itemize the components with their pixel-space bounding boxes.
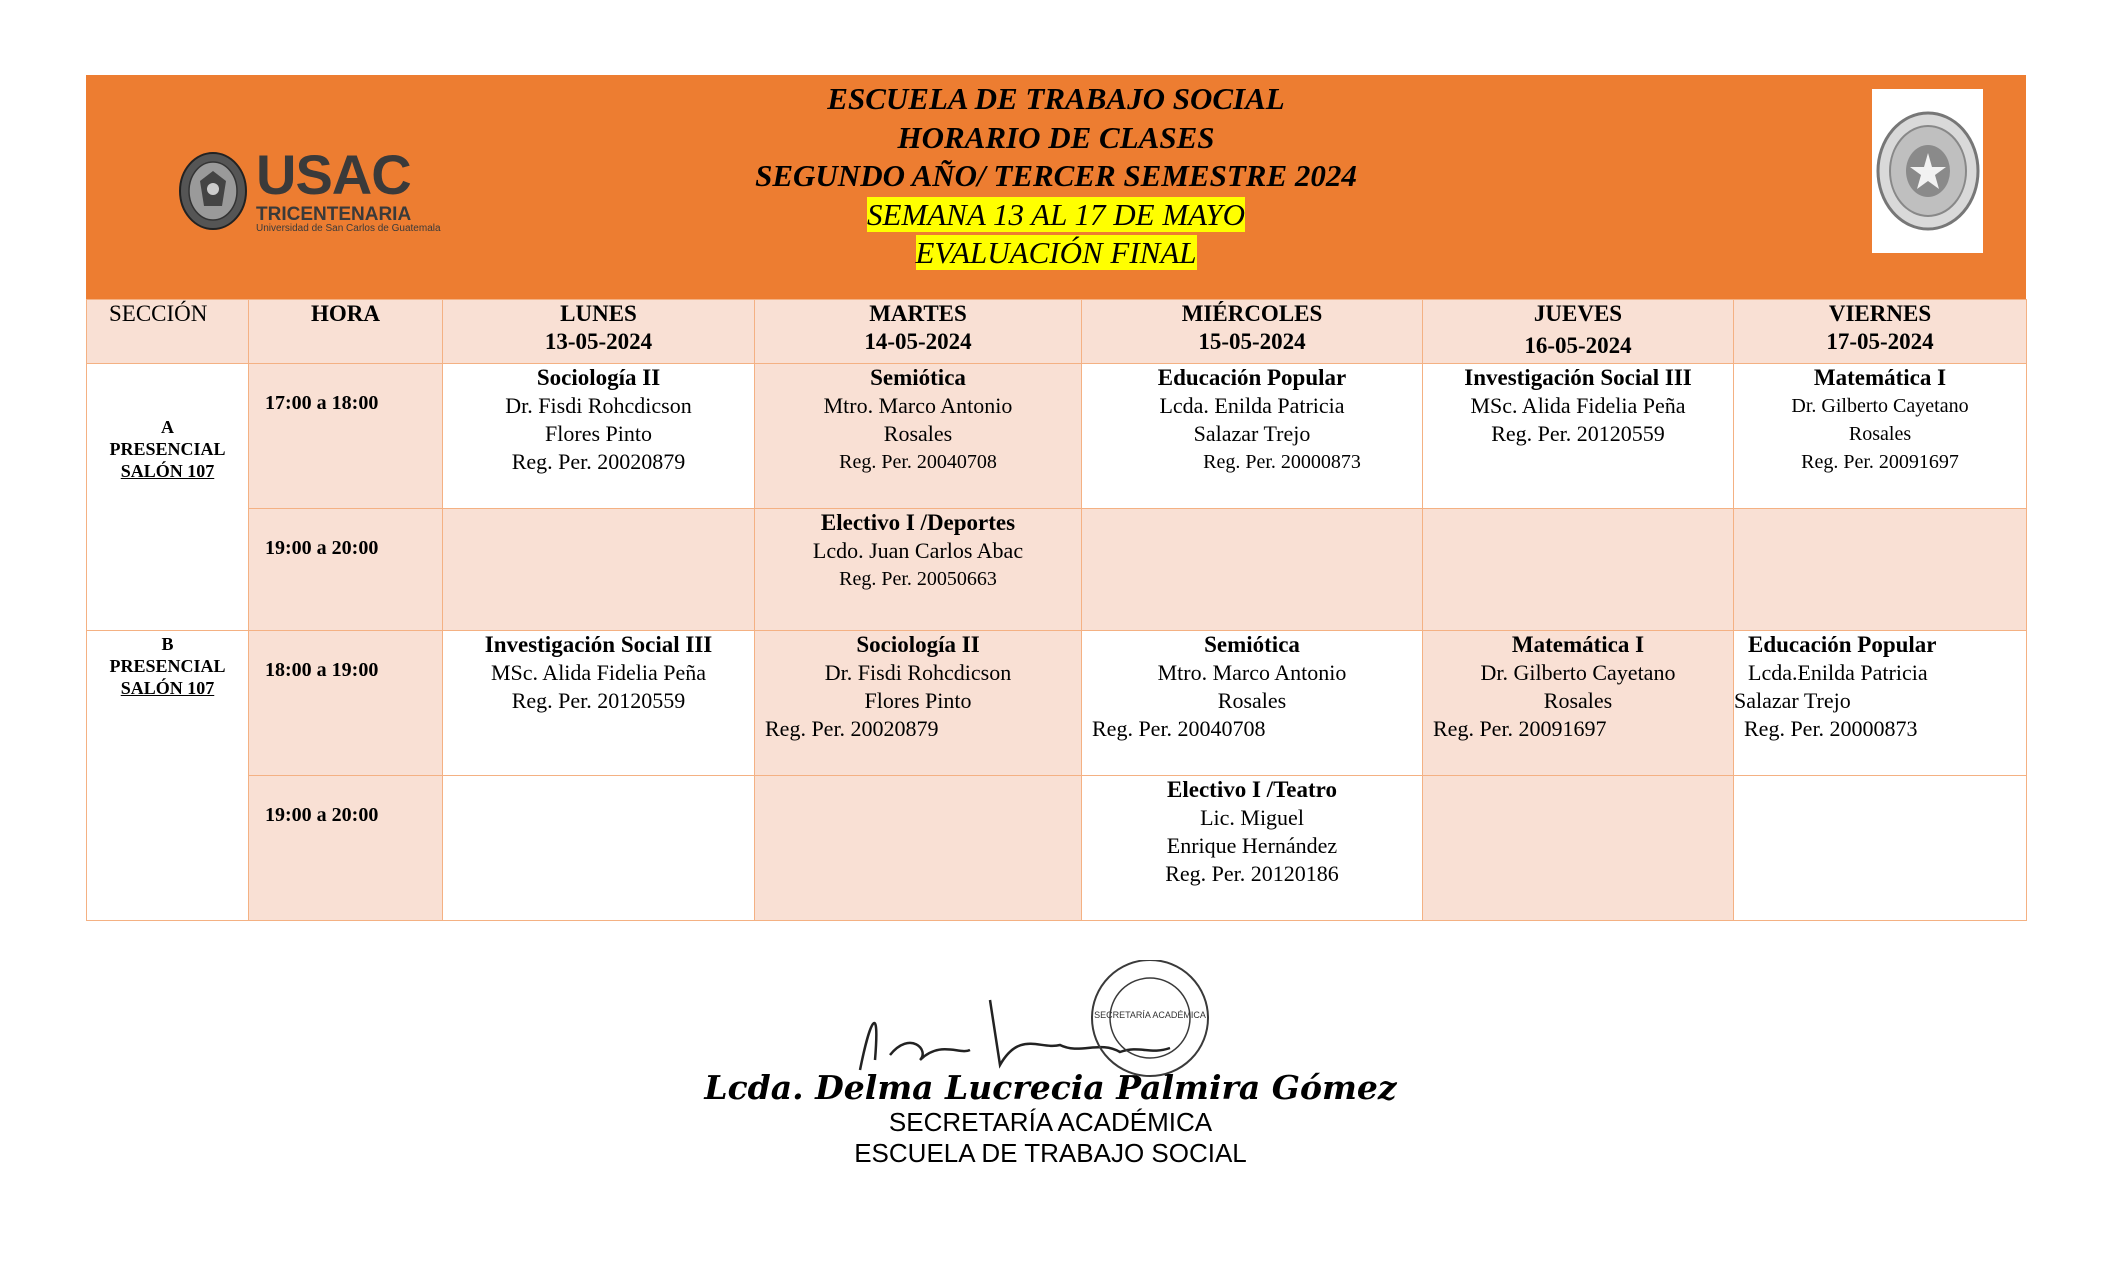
- class-cell: [1082, 631, 1423, 776]
- day-date: 13-05-2024: [544, 329, 653, 354]
- header-titles: [86, 80, 2026, 273]
- reg-number: Reg. Per. 20120186: [1165, 861, 1339, 886]
- class-cell: [1734, 509, 2027, 631]
- class-cell: [1734, 364, 2027, 509]
- table-row: [87, 364, 2027, 509]
- col-header-martes: [755, 300, 1082, 364]
- subject: Semiótica: [1204, 632, 1300, 657]
- signatory-name: Lcda. Delma Lucrecia Palmira Gómez: [704, 1068, 1397, 1107]
- day-date: 15-05-2024: [1198, 329, 1306, 354]
- section-b-cell: [87, 631, 249, 921]
- class-cell: [443, 631, 755, 776]
- class-cell: [755, 364, 1082, 509]
- day-name: JUEVES: [1533, 301, 1623, 326]
- school-seal: [1872, 89, 1983, 253]
- table-row: [87, 509, 2027, 631]
- reg-number: Reg. Per. 20020879: [511, 449, 686, 474]
- subject: Investigación Social III: [1464, 365, 1692, 390]
- teacher: Dr. Gilberto Cayetano: [1480, 660, 1676, 685]
- reg-number: Reg. Per. 20000873: [1203, 451, 1361, 473]
- class-cell: [1082, 509, 1423, 631]
- subject: Sociología II: [856, 632, 980, 657]
- subject: Educación Popular: [1748, 632, 1937, 657]
- teacher: Lcda.Enilda Patricia: [1748, 660, 1928, 685]
- subject: Electivo I /Teatro: [1167, 777, 1337, 802]
- hora-cell: 17:00 a 18:00: [249, 364, 443, 509]
- reg-number: Reg. Per. 20050663: [839, 568, 997, 590]
- title-school: ESCUELA DE TRABAJO SOCIAL: [827, 81, 1285, 116]
- subject: Matemática I: [1813, 365, 1947, 390]
- class-cell: [443, 776, 755, 921]
- header-row: [87, 300, 2027, 364]
- day-date: 17-05-2024: [1826, 329, 1934, 354]
- teacher: MSc. Alida Fidelia Peña: [490, 660, 707, 685]
- logo-sub-text: TRICENTENARIA: [256, 204, 412, 225]
- day-name: MIÉRCOLES: [1181, 301, 1323, 326]
- teacher: Flores Pinto: [545, 421, 652, 446]
- section-room: SALÓN 107: [120, 678, 215, 698]
- col-header-miercoles: [1082, 300, 1423, 364]
- section-letter: A: [161, 417, 174, 437]
- teacher: Salazar Trejo: [1193, 421, 1311, 446]
- reg-number: Reg. Per. 20120559: [1491, 421, 1665, 446]
- logo-main-text: USAC: [256, 143, 411, 206]
- teacher: Lcda. Enilda Patricia: [1159, 393, 1345, 418]
- class-cell: [1423, 364, 1734, 509]
- teacher: Rosales: [1217, 688, 1287, 713]
- reg-number: Reg. Per. 20020879: [765, 716, 939, 741]
- section-mode: PRESENCIAL: [109, 439, 226, 459]
- teacher: Rosales: [1543, 688, 1613, 713]
- subject: Semiótica: [870, 365, 966, 390]
- subject: Investigación Social III: [484, 632, 713, 657]
- teacher: Lic. Miguel: [1200, 805, 1304, 830]
- col-header-hora: HORA: [249, 300, 443, 364]
- teacher: Mtro. Marco Antonio: [1157, 660, 1347, 685]
- class-cell: [443, 364, 755, 509]
- teacher: Lcdo. Juan Carlos Abac: [812, 538, 1024, 563]
- class-cell: [443, 509, 755, 631]
- class-cell: [1734, 631, 2027, 776]
- subject: Matemática I: [1511, 632, 1645, 657]
- teacher: Dr. Fisdi Rohcdicson: [824, 660, 1012, 685]
- header-banner: [86, 75, 2026, 299]
- day-date: 16-05-2024: [1524, 333, 1632, 358]
- hora-cell: 19:00 a 20:00: [249, 776, 443, 921]
- class-cell: [755, 631, 1082, 776]
- class-cell: [1423, 509, 1734, 631]
- section-a-cell: [87, 364, 249, 631]
- school-seal-icon: [1876, 109, 1980, 233]
- subject: Educación Popular: [1157, 365, 1347, 390]
- teacher: Rosales: [883, 421, 953, 446]
- day-name: MARTES: [869, 301, 967, 326]
- table-row: [87, 776, 2027, 921]
- reg-number: Reg. Per. 20120559: [511, 688, 686, 713]
- teacher: Dr. Fisdi Rohcdicson: [505, 393, 692, 418]
- class-cell: [1734, 776, 2027, 921]
- stamp-text: SECRETARÍA ACADÉMICA: [1094, 1010, 1206, 1020]
- teacher: MSc. Alida Fidelia Peña: [1470, 393, 1686, 418]
- logo-small-text: Universidad de San Carlos de Guatemala: [256, 223, 441, 234]
- title-week: SEMANA 13 AL 17 DE MAYO: [866, 196, 1246, 232]
- title-semester: SEGUNDO AÑO/ TERCER SEMESTRE 2024: [755, 158, 1357, 193]
- col-header-seccion: SECCIÓN: [87, 300, 249, 364]
- teacher: Salazar Trejo: [1734, 688, 1851, 713]
- class-cell: [755, 509, 1082, 631]
- class-cell: [1082, 364, 1423, 509]
- teacher: Enrique Hernández: [1166, 833, 1338, 858]
- section-room: SALÓN 107: [120, 461, 215, 481]
- col-header-viernes: [1734, 300, 2027, 364]
- reg-number: Reg. Per. 20091697: [1433, 716, 1607, 741]
- title-schedule: HORARIO DE CLASES: [897, 119, 1215, 155]
- teacher: Rosales: [1848, 423, 1912, 445]
- class-cell: [1423, 631, 1734, 776]
- title-evaluation: EVALUACIÓN FINAL: [915, 235, 1197, 270]
- teacher: Dr. Gilberto Cayetano: [1791, 395, 1969, 417]
- signature-block: [0, 960, 2101, 1169]
- day-name: VIERNES: [1828, 301, 1932, 326]
- reg-number: Reg. Per. 20040708: [839, 451, 997, 473]
- subject: Sociología II: [536, 365, 661, 390]
- class-cell: [755, 776, 1082, 921]
- day-date: 14-05-2024: [864, 329, 972, 354]
- schedule-sheet: [86, 75, 2026, 921]
- reg-number: Reg. Per. 20000873: [1744, 716, 1918, 741]
- schedule-table: [86, 299, 2027, 921]
- teacher: Mtro. Marco Antonio: [823, 393, 1013, 418]
- col-header-jueves: [1423, 300, 1734, 364]
- signatory-school: ESCUELA DE TRABAJO SOCIAL: [854, 1138, 1247, 1168]
- col-header-lunes: [443, 300, 755, 364]
- section-letter: B: [161, 634, 174, 654]
- class-cell: [1423, 776, 1734, 921]
- reg-number: Reg. Per. 20091697: [1801, 451, 1959, 473]
- table-row: [87, 631, 2027, 776]
- section-mode: PRESENCIAL: [109, 656, 226, 676]
- subject: Electivo I /Deportes: [820, 510, 1016, 535]
- hora-cell: 19:00 a 20:00: [249, 509, 443, 631]
- hora-cell: 18:00 a 19:00: [249, 631, 443, 776]
- class-cell: [1082, 776, 1423, 921]
- teacher: Flores Pinto: [864, 688, 972, 713]
- handwritten-signature-icon: [850, 960, 1230, 1090]
- reg-number: Reg. Per. 20040708: [1092, 716, 1266, 741]
- day-name: LUNES: [560, 301, 637, 326]
- signatory-role: SECRETARÍA ACADÉMICA: [888, 1107, 1213, 1137]
